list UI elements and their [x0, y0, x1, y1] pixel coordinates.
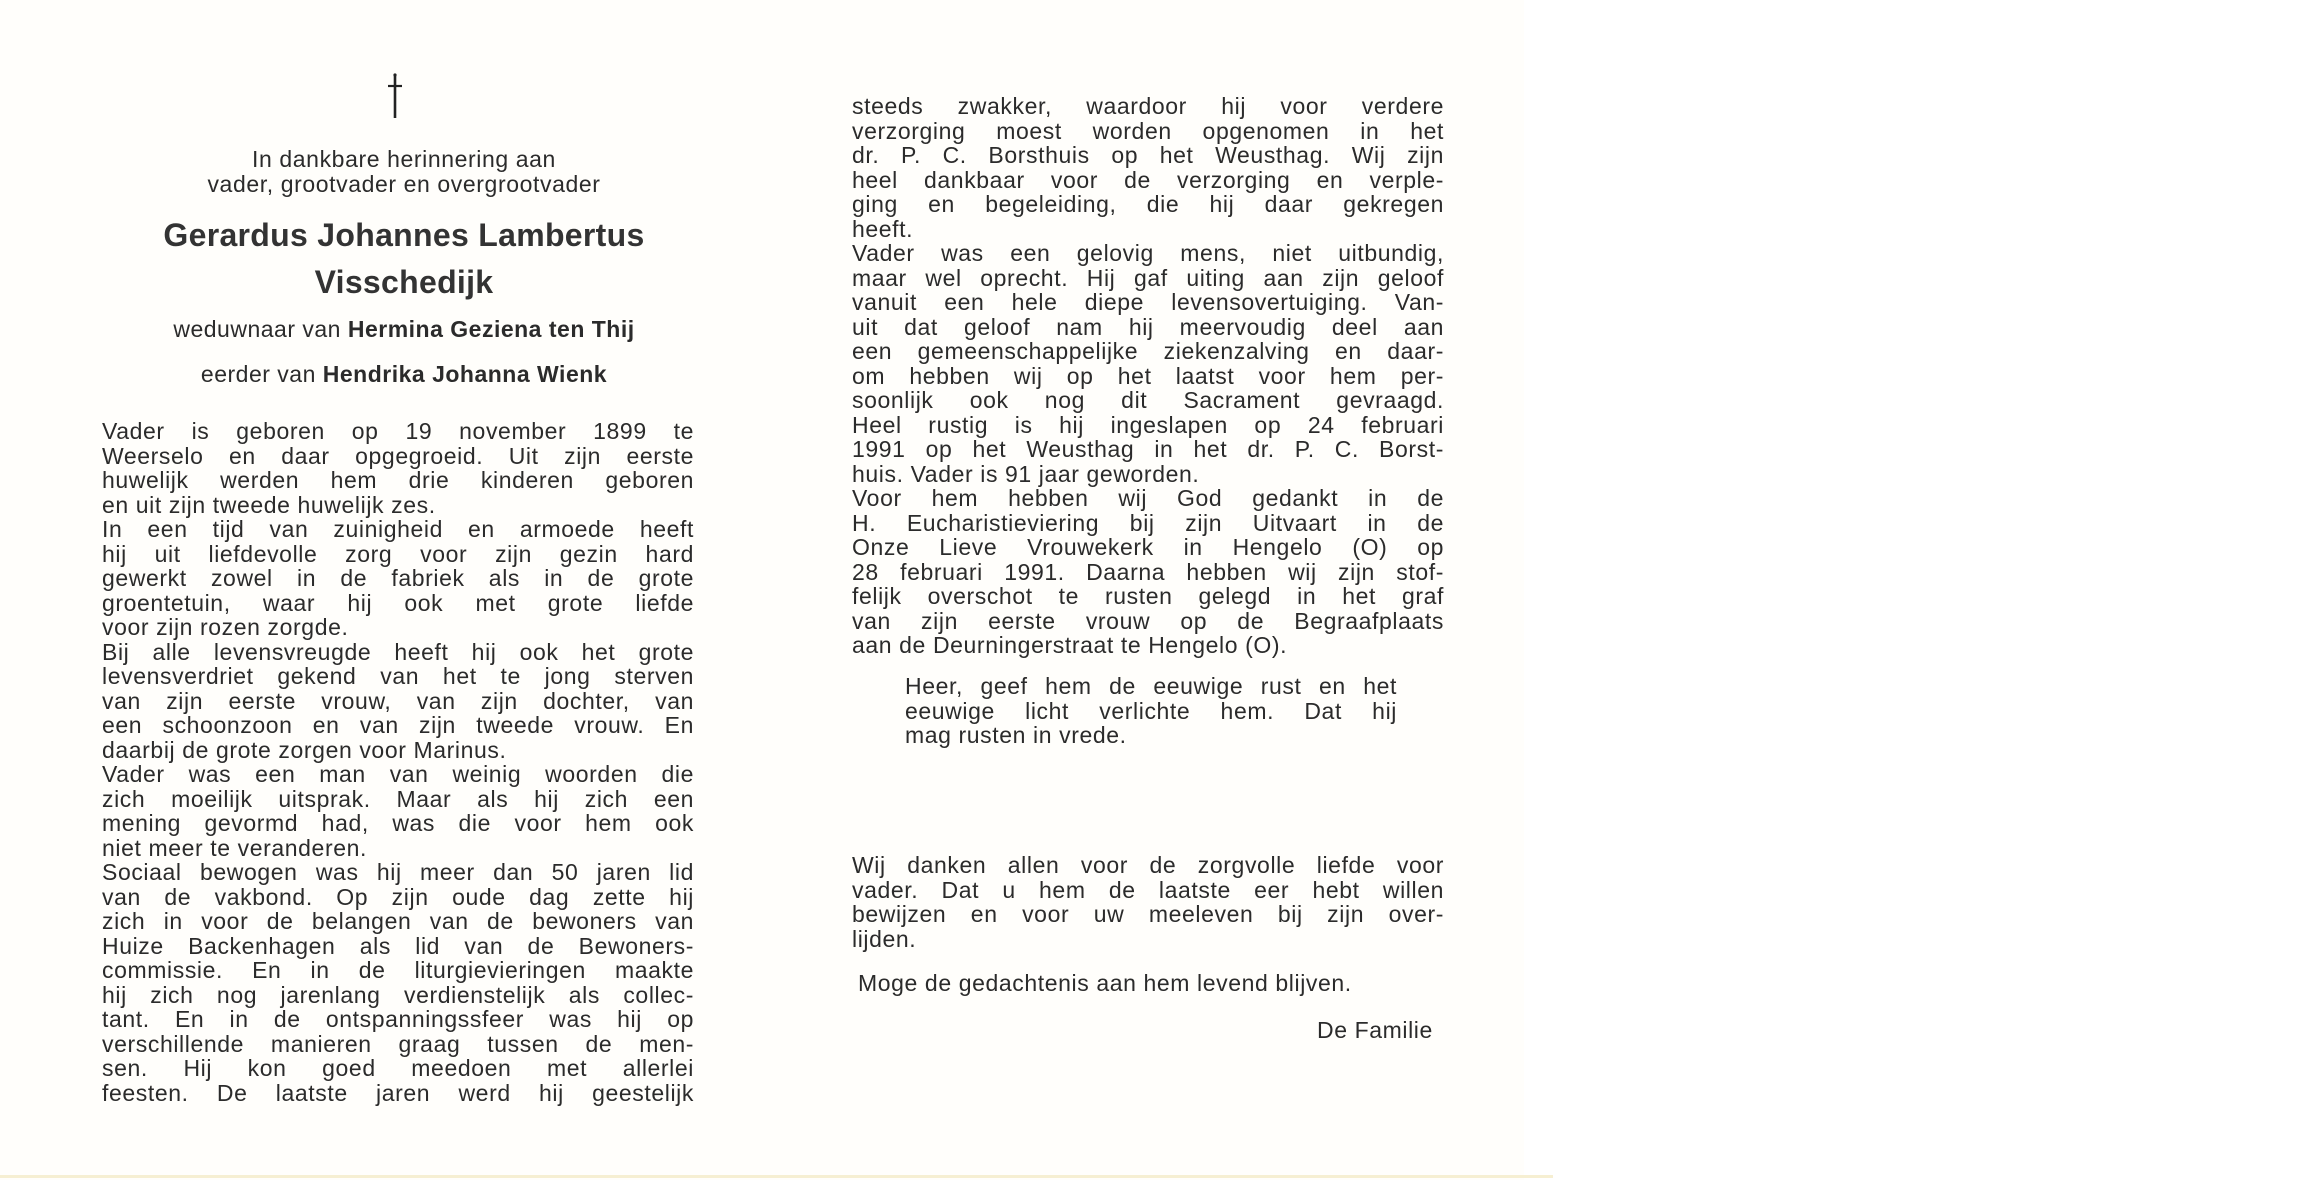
text-line: tant. En in de ontspanningssfeer was hij op: [102, 1006, 694, 1032]
text-line: en uit zijn tweede huwelijk zes.: [102, 491, 436, 518]
text-line: vanuit een hele diepe levensovertuiging. Van-: [852, 289, 1444, 315]
text-line: groentetuin, waar hij ook met grote liefde: [102, 589, 694, 616]
text-line: sen. Hij kon goed meedoen met allerlei: [102, 1055, 694, 1081]
text-line: bewijzen en voor uw meeleven bij zijn over-: [852, 901, 1444, 927]
text-line: 28 februari 1991. Daarna hebben wij zijn stof-: [852, 558, 1444, 585]
text-line: maar wel oprecht. Hij gaf uiting aan zijn geloof: [852, 264, 1444, 291]
text-line: gewerkt zowel in de fabriek als in de grote: [102, 565, 694, 591]
deceased-name-line-1: Gerardus Johannes Lambertus: [163, 217, 645, 253]
intro-line-2: vader, grootvader en overgrootvader: [207, 171, 601, 197]
text-line: felijk overschot te rusten gelegd in het graf: [852, 583, 1444, 609]
text-line: zich moeilijk uitsprak. Maar als hij zich een: [102, 785, 694, 812]
text-line: lijden.: [852, 925, 917, 952]
text-line: hij uit liefdevolle zorg voor zijn gezin hard: [102, 540, 694, 567]
text-line: mening gevormd had, was die voor hem ook: [102, 810, 694, 836]
text-line: huis. Vader is 91 jaar geworden.: [852, 460, 1200, 487]
text-line: soonlijk ook nog dit Sacrament gevraagd.: [852, 387, 1444, 413]
text-line: niet meer te veranderen.: [102, 834, 367, 861]
text-line: heel dankbaar voor de verzorging en verple-: [852, 166, 1444, 193]
text-line: dr. P. C. Borsthuis op het Weusthag. Wij zijn: [852, 142, 1444, 168]
text-line: Vader was een man van weinig woorden die: [102, 761, 694, 787]
earlier-name: Hendrika Johanna Wienk: [322, 361, 608, 387]
text-line: Heer, geef hem de eeuwige rust en het: [905, 673, 1397, 699]
prayer-text: [905, 674, 1397, 748]
thanks-text: [852, 853, 1444, 951]
text-line: mag rusten in vrede.: [905, 722, 1127, 748]
text-line: om hebben wij op het laatst voor hem per-: [852, 362, 1444, 389]
earlier-married-line: [100, 361, 708, 388]
text-line: aan de Deurningerstraat te Hengelo (O).: [852, 632, 1288, 658]
text-line: Voor hem hebben wij God gedankt in de: [852, 485, 1444, 511]
text-line: van de vakbond. Op zijn oude dag zette hij: [102, 883, 694, 910]
text-line: vader. Dat u hem de laatste eer hebt willen: [852, 876, 1444, 903]
text-line: Wij danken allen voor de zorgvolle liefde voor: [852, 852, 1444, 878]
text-line: H. Eucharistieviering bij zijn Uitvaart in de: [852, 509, 1444, 536]
widower-line: [100, 316, 708, 343]
text-line: feesten. De laatste jaren werd hij geestelijk: [102, 1079, 694, 1106]
text-line: steeds zwakker, waardoor hij voor verdere: [852, 93, 1444, 119]
text-line: In een tijd van zuinigheid en armoede heeft: [102, 516, 694, 542]
text-line: uit dat geloof nam hij meervoudig deel aan: [852, 313, 1444, 340]
text-line: Weerselo en daar opgegroeid. Uit zijn eerste: [102, 442, 694, 469]
text-line: verzorging moest worden opgenomen in het: [852, 117, 1444, 144]
intro-line-1: In dankbare herinnering aan: [252, 146, 556, 172]
text-line: een gemeenschappelijke ziekenzalving en daar-: [852, 338, 1444, 364]
widower-prefix: weduwnaar van: [173, 316, 341, 342]
signature: De Familie: [1317, 1017, 1433, 1043]
text-line: van zijn eerste vrouw, van zijn dochter, van: [102, 687, 694, 714]
text-line: verschillende manieren graag tussen de men-: [102, 1030, 694, 1057]
text-line: daarbij de grote zorgen voor Marinus.: [102, 736, 507, 763]
earlier-prefix: eerder van: [200, 361, 316, 387]
text-line: huwelijk werden hem drie kinderen geboren: [102, 467, 694, 493]
text-line: Vader is geboren op 19 november 1899 te: [102, 418, 694, 444]
biography-text-left: [102, 419, 694, 1105]
text-line: Bij alle levensvreugde heeft hij ook het grote: [102, 638, 694, 665]
text-line: Vader was een gelovig mens, niet uitbundig,: [852, 240, 1444, 266]
text-line: Sociaal bewogen was hij meer dan 50 jaren lid: [102, 859, 694, 885]
text-line: ging en begeleiding, die hij daar gekregen: [852, 191, 1444, 217]
deceased-name-line-2: Visschedijk: [314, 264, 494, 300]
text-line: van zijn eerste vrouw op de Begraafplaats: [852, 607, 1444, 634]
text-line: Onze Lieve Vrouwekerk in Hengelo (O) op: [852, 534, 1444, 560]
widower-name: Hermina Geziena ten Thij: [347, 316, 635, 342]
text-line: hij zich nog jarenlang verdienstelijk als collec-: [102, 981, 694, 1008]
cross-icon: [385, 72, 405, 122]
text-line: levensverdriet gekend van het te jong sterven: [102, 663, 694, 689]
text-line: Heel rustig is hij ingeslapen op 24 februari: [852, 411, 1444, 438]
text-line: zich in voor de belangen van de bewoners van: [102, 908, 694, 934]
text-line: voor zijn rozen zorgde.: [102, 614, 349, 640]
text-line: 1991 op het Weusthag in het dr. P. C. Borst-: [852, 436, 1444, 462]
closing-line: Moge de gedachtenis aan hem levend blijven.: [858, 970, 1352, 996]
text-line: commissie. En in de liturgievieringen maakte: [102, 957, 694, 983]
biography-text-middle: [852, 94, 1444, 658]
fold-edge: [0, 1175, 1553, 1178]
text-line: een schoonzoon en van zijn tweede vrouw. En: [102, 712, 694, 738]
text-line: Huize Backenhagen als lid van de Bewoners-: [102, 932, 694, 959]
text-line: eeuwige licht verlichte hem. Dat hij: [905, 697, 1397, 724]
text-line: heeft.: [852, 215, 914, 242]
